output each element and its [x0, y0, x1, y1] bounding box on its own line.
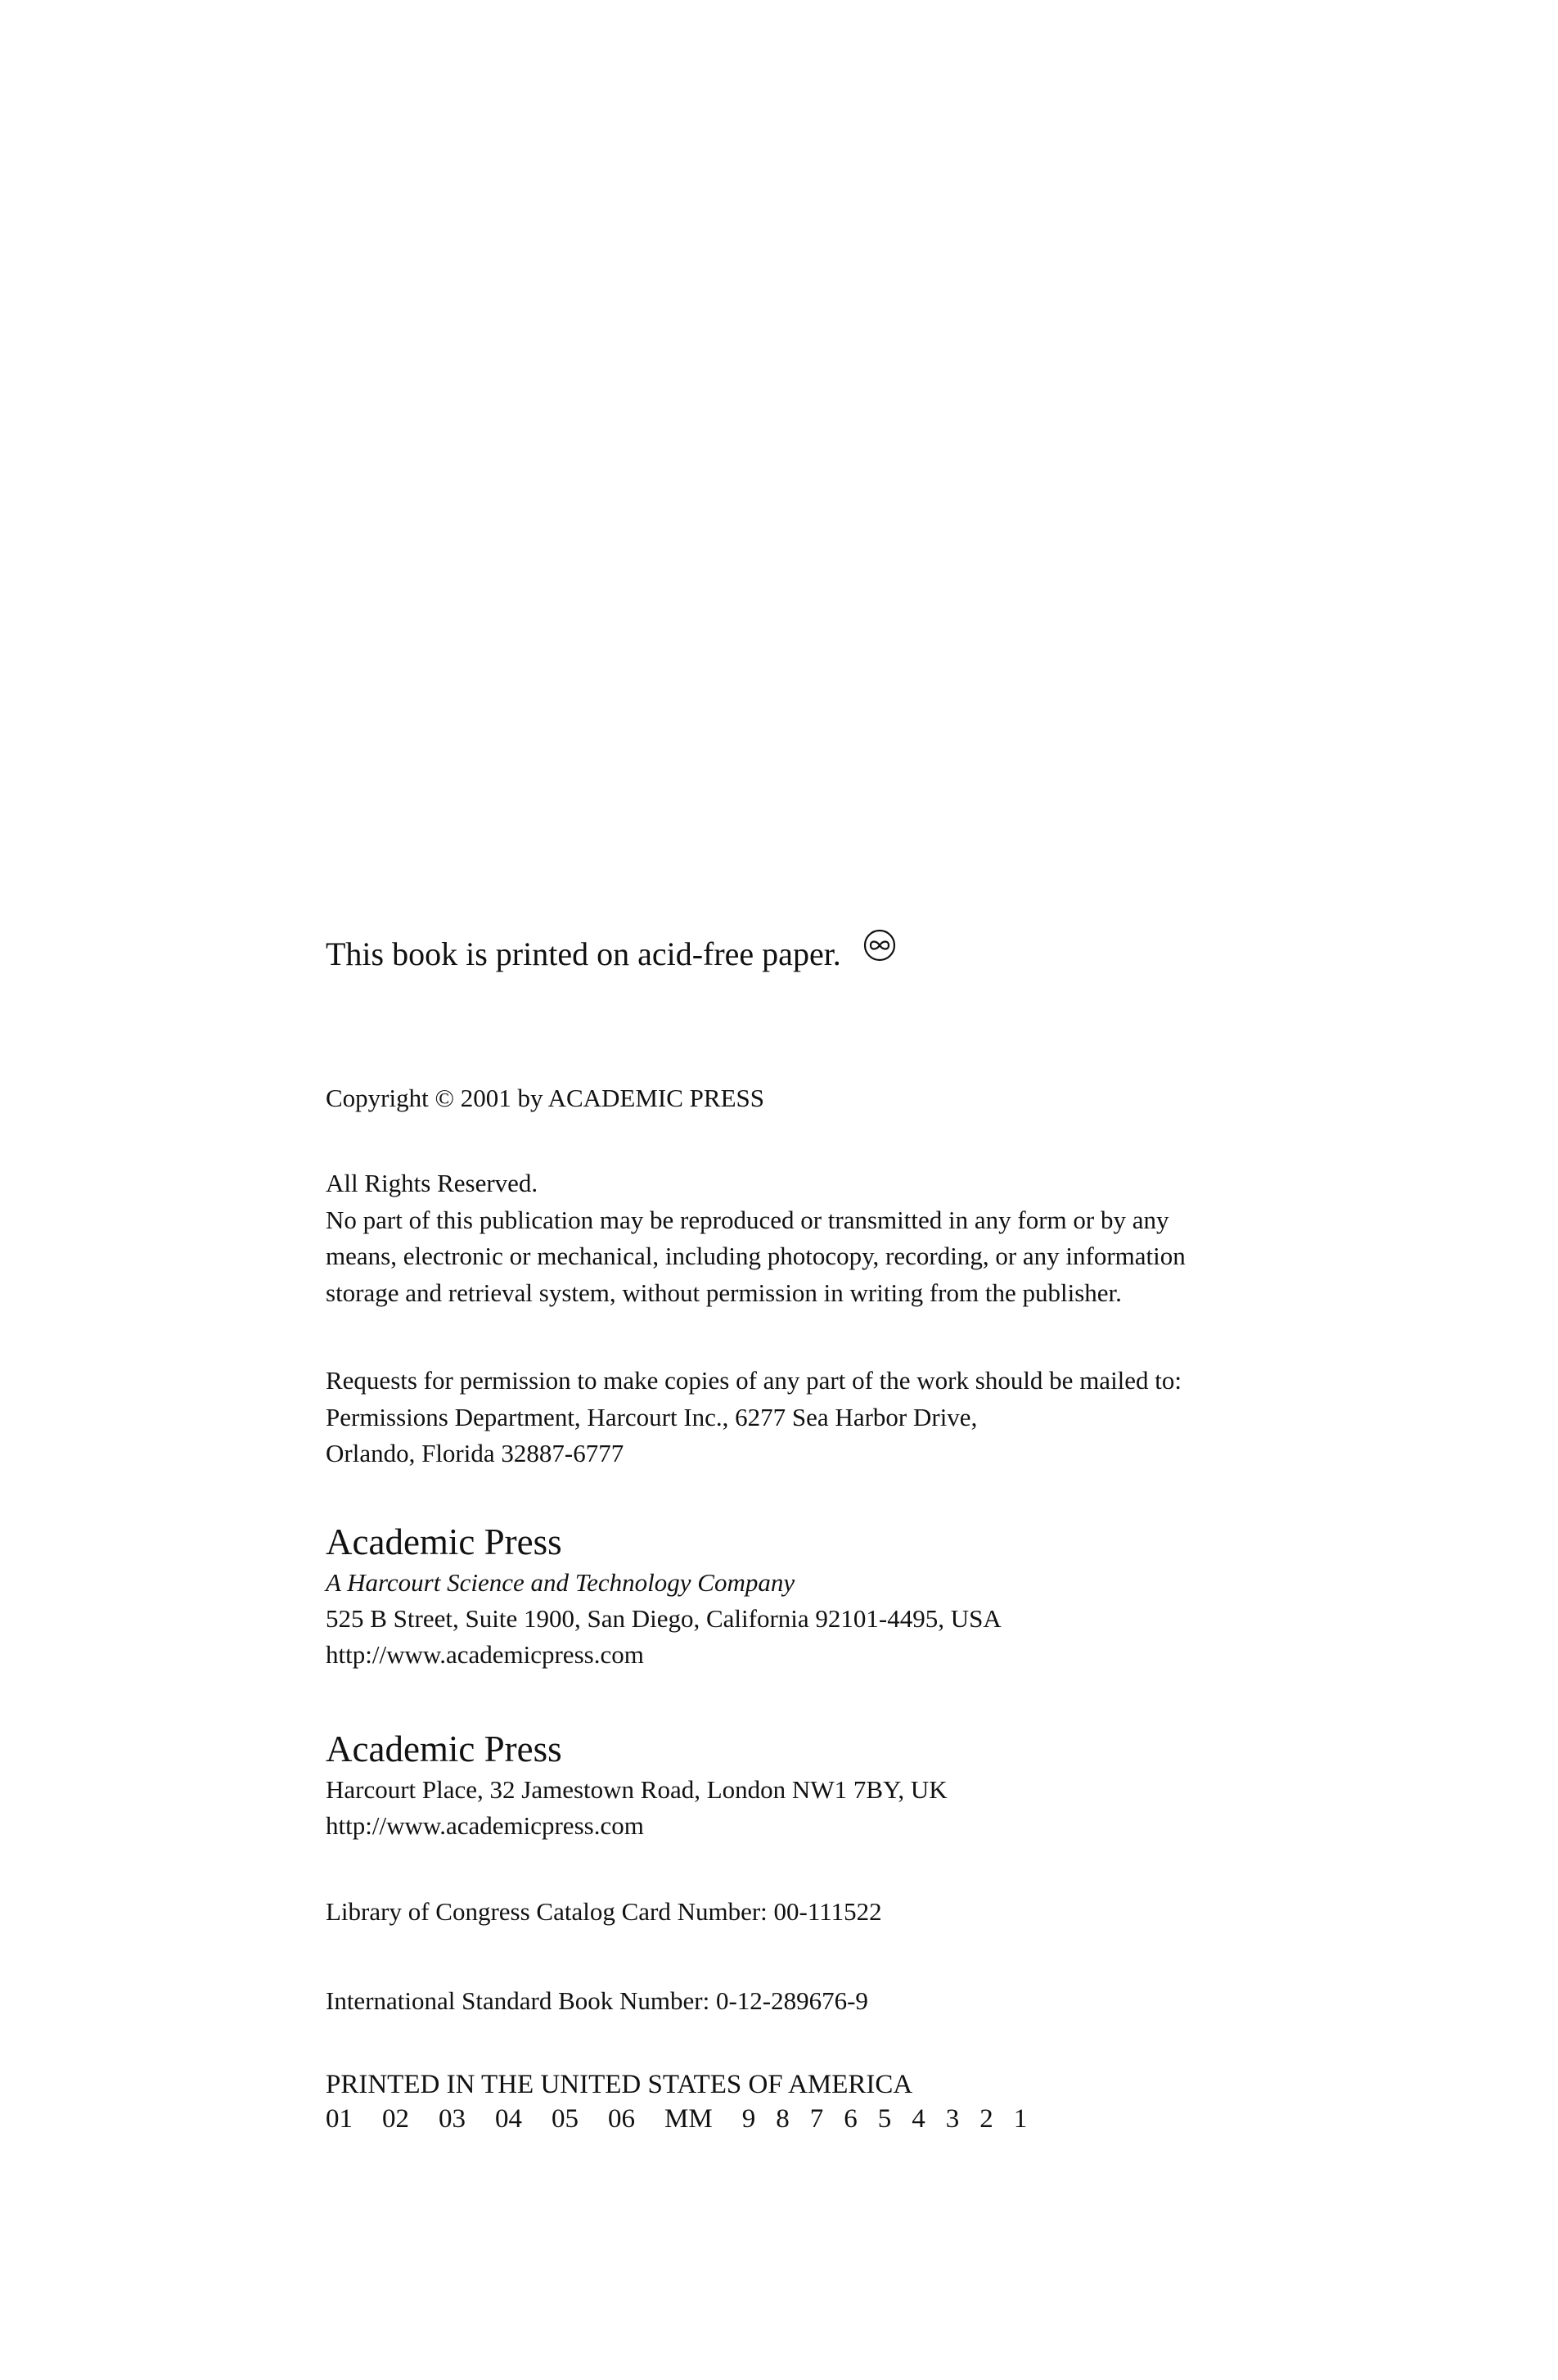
requests-line: Orlando, Florida 32887-6777	[326, 1439, 624, 1467]
publisher-url: http://www.academicpress.com	[326, 1640, 644, 1669]
print-run-codes	[326, 2102, 1047, 2136]
acid-free-notice	[326, 935, 897, 973]
rights-line: No part of this publication may be reproduced or transmitted in any form or by any	[326, 1205, 1169, 1234]
printing-info	[326, 2067, 1047, 2136]
publisher-address: Harcourt Place, 32 Jamestown Road, London NW1 7BY, UK	[326, 1775, 948, 1804]
publisher-url: http://www.academicpress.com	[326, 1811, 644, 1840]
rights-statement	[326, 1165, 1186, 1311]
rights-heading: All Rights Reserved.	[326, 1169, 538, 1197]
print-code: MM	[664, 2104, 713, 2134]
print-code: 6	[844, 2104, 858, 2134]
print-code: 4	[912, 2104, 925, 2134]
print-code: 04	[495, 2104, 522, 2134]
print-code: 1	[1013, 2104, 1028, 2134]
acid-free-text: This book is printed on acid-free paper.	[326, 935, 841, 972]
publisher-us	[326, 1519, 1002, 1673]
copyright-line: Copyright © 2001 by ACADEMIC PRESS	[326, 1084, 764, 1112]
rights-line: means, electronic or mechanical, including photocopy, recording, or any information	[326, 1242, 1186, 1270]
publisher-address: 525 B Street, Suite 1900, San Diego, California 92101-4495, USA	[326, 1604, 1002, 1633]
print-code: 7	[809, 2104, 824, 2134]
print-code: 9	[741, 2104, 756, 2134]
rights-line: storage and retrieval system, without permission in writing from the publisher.	[326, 1278, 1122, 1307]
requests-line: Requests for permission to make copies of any part of the work should be mailed to:	[326, 1366, 1182, 1395]
print-code: 3	[945, 2104, 960, 2134]
print-code: 06	[608, 2104, 635, 2134]
requests-line: Permissions Department, Harcourt Inc., 6277 Sea Harbor Drive,	[326, 1402, 978, 1431]
print-code: 8	[776, 2104, 790, 2134]
publisher-name: Academic Press	[326, 1729, 562, 1769]
print-code: 05	[552, 2104, 579, 2134]
isbn-line: International Standard Book Number: 0-12-289676-9	[326, 1986, 868, 2015]
publisher-name: Academic Press	[326, 1521, 562, 1562]
printed-heading: PRINTED IN THE UNITED STATES OF AMERICA	[326, 2070, 913, 2099]
print-code: 2	[979, 2104, 993, 2134]
print-code: 5	[877, 2104, 892, 2134]
infinity-circle-icon	[862, 928, 897, 962]
permission-requests	[326, 1363, 1182, 1472]
print-code: 02	[382, 2104, 409, 2134]
lccn-line: Library of Congress Catalog Card Number: 00-111522	[326, 1897, 882, 1926]
print-code: 01	[326, 2104, 353, 2134]
publisher-uk	[326, 1726, 948, 1844]
print-code: 03	[439, 2104, 466, 2134]
publisher-tagline: A Harcourt Science and Technology Company	[326, 1568, 795, 1597]
